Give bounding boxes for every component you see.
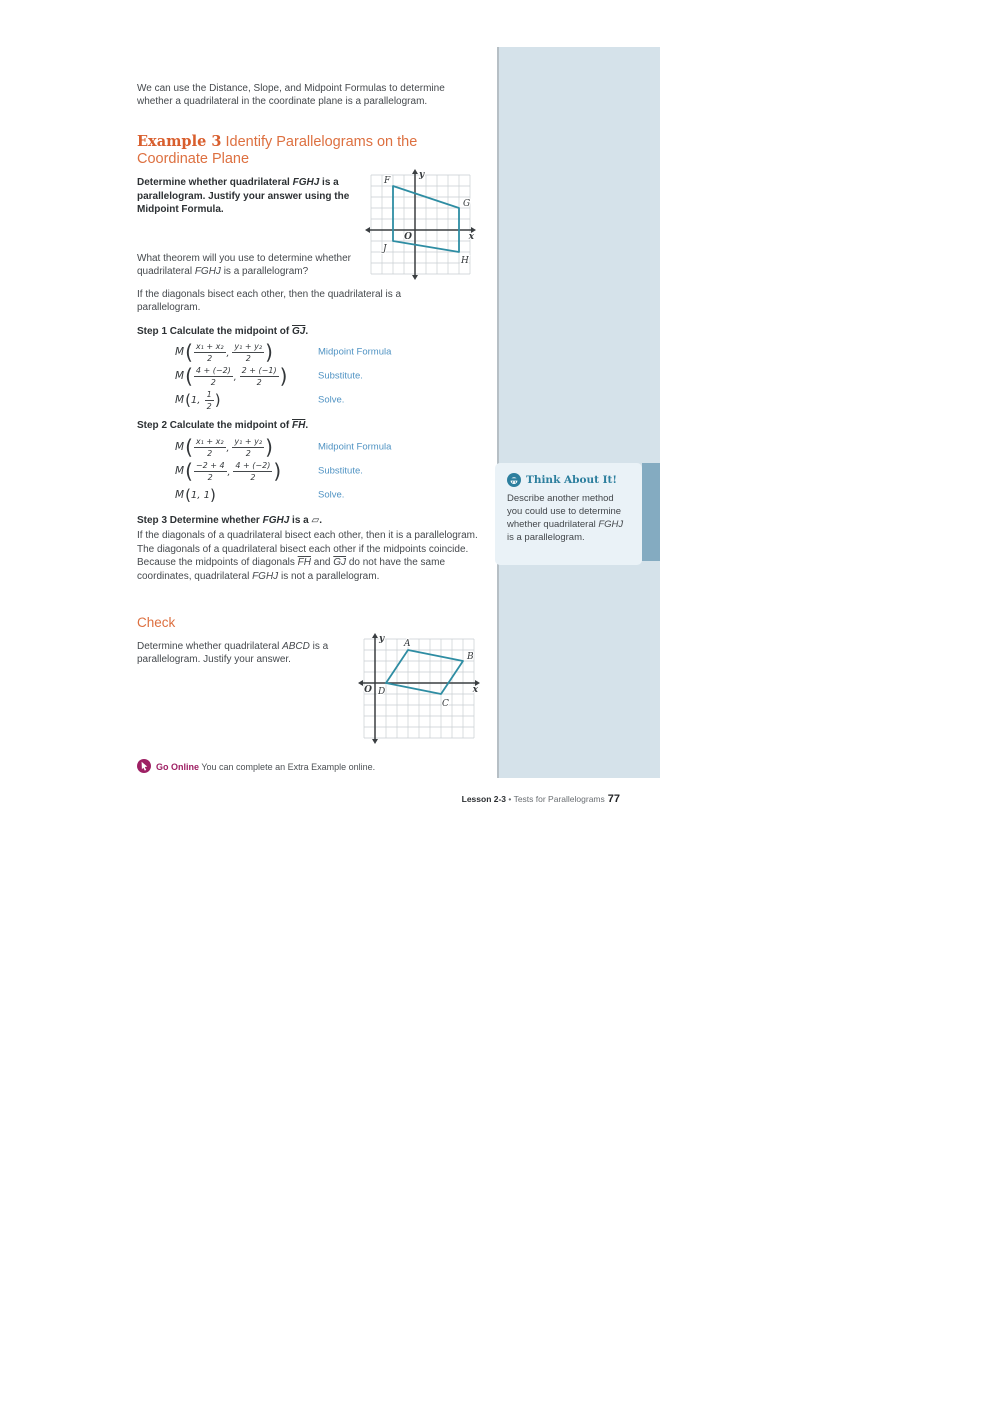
- footer-lesson-title: Tests for Parallelograms: [513, 794, 605, 804]
- svg-text:F: F: [384, 176, 391, 186]
- go-online-text: You can complete an Extra Example online.: [199, 762, 376, 772]
- svg-text:H: H: [461, 256, 469, 266]
- step1-formula-row: M ( $\frac{\text{x₁ + x₂}}{2}$ , $\frac{\text{y₁ + y₂}}{2}$ ) Midpoint Formula: [175, 340, 392, 364]
- svg-text:G: G: [463, 199, 471, 209]
- step1-note-substitute: Substitute.: [318, 370, 363, 382]
- page-footer: [137, 793, 620, 805]
- step2-note-solve: Solve.: [318, 489, 345, 501]
- step3-heading: Step 3 Determine whether FGHJ is a ▱.: [137, 515, 322, 526]
- svg-text:y: y: [379, 634, 385, 644]
- svg-text:C: C: [442, 699, 449, 709]
- svg-text:x: x: [468, 232, 474, 242]
- go-online-label: Go Online: [156, 762, 200, 772]
- svg-text:y: y: [419, 170, 425, 180]
- think-about-it-title: Think About It!: [526, 474, 618, 486]
- svg-text:B: B: [467, 652, 474, 662]
- step1-note-formula: Midpoint Formula: [318, 346, 392, 358]
- step2-formula-row: M ( $\frac{\text{x₁ + x₂}}{2}$ , $\frac{\text{y₁ + y₂}}{2}$ ) Midpoint Formula: [175, 435, 392, 459]
- step1-math-block: [137, 340, 482, 412]
- step1-solve-row: M ( 1, $\frac{1}{2}$ ) Solve.: [175, 389, 345, 411]
- check-problem: Determine whether quadrilateral ABCD is a parallelogram. Justify your answer.: [137, 641, 329, 665]
- svg-text:O: O: [364, 685, 372, 695]
- step2-math-block: [137, 435, 482, 507]
- footer-page-number: 77: [607, 793, 620, 805]
- step1-substitute-row: M ( $\frac{4 + (-2)}{2}$ , $\frac{2 + (-1)}{2}$ ) Substitute.: [175, 364, 363, 388]
- think-about-it-icon: [507, 473, 521, 487]
- step2-substitute-row: M ( $\frac{-2 + 4}{2}$ , $\frac{4 + (-2)}{2}$ ) Substitute.: [175, 459, 363, 483]
- example-label: Example 3: [137, 133, 222, 150]
- check-heading: Check: [137, 615, 176, 630]
- svg-text:A: A: [404, 639, 411, 649]
- step2-note-formula: Midpoint Formula: [318, 441, 392, 453]
- go-online-icon: [137, 759, 151, 773]
- think-about-it-box: [495, 463, 642, 565]
- theorem-answer: If the diagonals bisect each other, then the quadrilateral is a parallelogram.: [137, 289, 402, 313]
- example-title: Identify Parallelograms on the Coordinate Plane: [137, 134, 418, 167]
- step3-explanation: If the diagonals of a quadrilateral bisect each other, then it is a parallelogram. The diagonals of a quadrilateral bisect each other if the midpoints coincide. Because the midpoints of diagonals $\overline{FH}$ and $\overline{GJ}$ do not have the same coordinates, quadrilateral FGHJ is not a parallelogram.: [137, 530, 478, 582]
- step1-heading: Step 1 Calculate the midpoint of $\overline{GJ}$.: [137, 326, 309, 337]
- fghj-coordinate-graph: [365, 169, 476, 280]
- footer-lesson-number: Lesson 2-3: [461, 794, 507, 804]
- footer-separator: •: [506, 794, 514, 804]
- problem-statement: Determine whether quadrilateral FGHJ is a parallelogram. Justify your answer using the Midpoint Formula.: [137, 177, 350, 215]
- svg-text:O: O: [404, 232, 412, 242]
- svg-text:D: D: [378, 687, 386, 697]
- example-heading: [137, 133, 482, 168]
- abcd-coordinate-graph: [358, 633, 480, 744]
- step2-note-substitute: Substitute.: [318, 465, 363, 477]
- step1-note-solve: Solve.: [318, 394, 345, 406]
- svg-text:J: J: [383, 244, 387, 254]
- think-about-it-header: [507, 473, 630, 487]
- go-online-link[interactable]: [137, 757, 375, 775]
- step2-solve-row: M ( 1, 1 ) Solve.: [175, 485, 345, 504]
- svg-text:x: x: [472, 685, 478, 695]
- step2-heading: Step 2 Calculate the midpoint of $\overline{FH}$.: [137, 420, 309, 431]
- sidebar-panel: [497, 47, 660, 778]
- theorem-question: What theorem will you use to determine whether quadrilateral FGHJ is a parallelogram?: [137, 253, 351, 277]
- intro-paragraph: We can use the Distance, Slope, and Midpoint Formulas to determine whether a quadrilateral in the coordinate plane is a parallelogram.: [137, 83, 445, 107]
- think-about-it-accent-strip: [642, 463, 660, 561]
- think-about-it-text: Describe another method you could use to determine whether quadrilateral FGHJ is a parallelogram.: [507, 493, 624, 543]
